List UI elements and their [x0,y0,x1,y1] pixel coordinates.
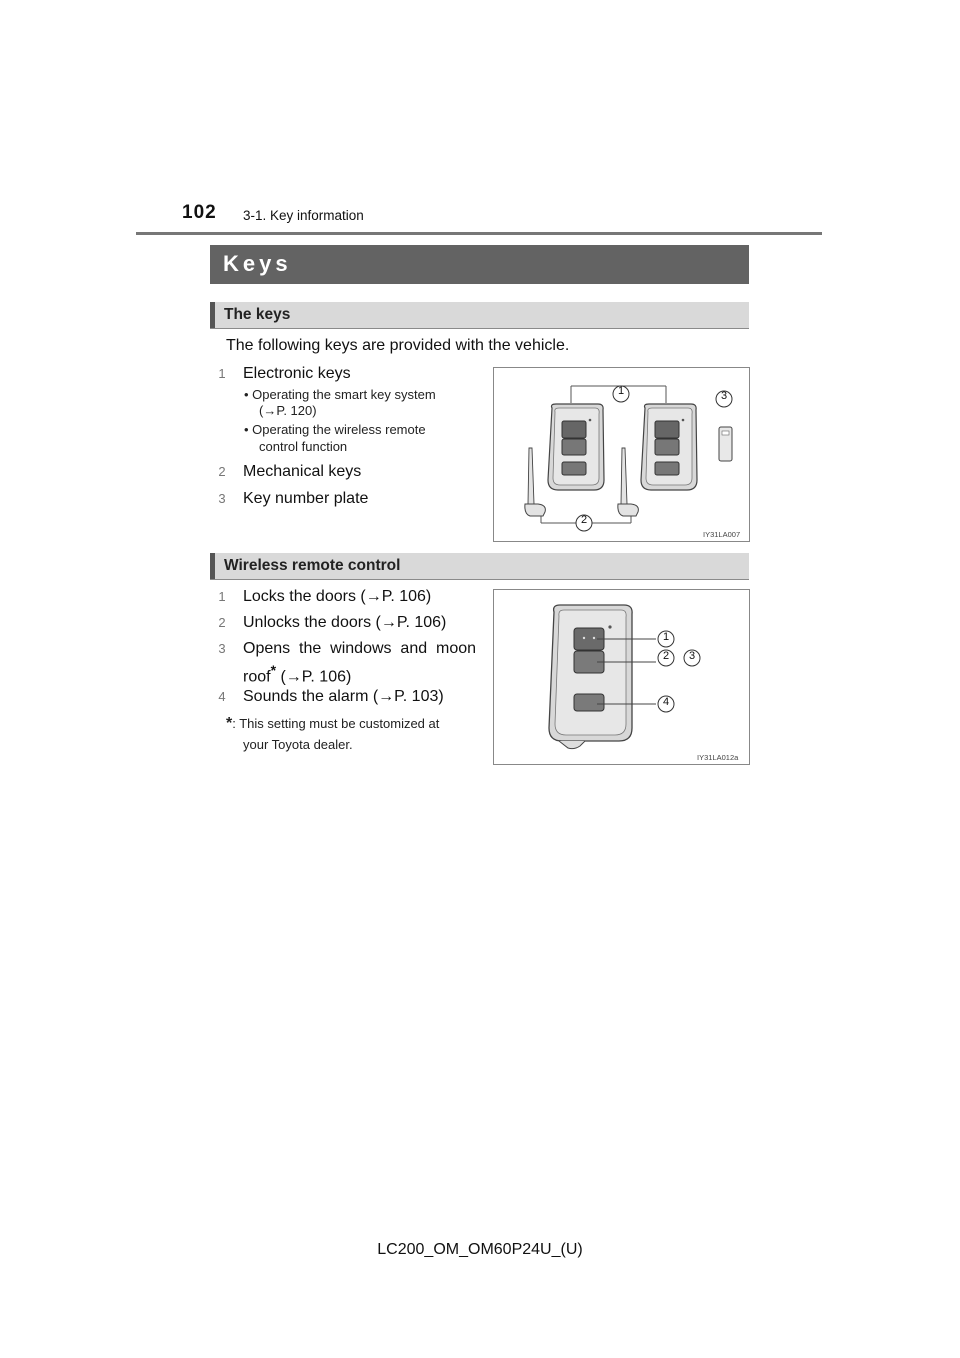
callout-2: 2 [662,650,670,662]
item-number: 1 [218,366,226,381]
section-heading-label: Wireless remote control [224,557,401,574]
page-title-bar [210,245,749,284]
item-label-electronic-keys: Electronic keys [243,365,351,382]
figure-code: IY31LA007 [703,530,741,539]
item-label-lock: Locks the doors (→P. 106) [243,588,432,605]
item-number: 2 [218,464,226,479]
callout-1: 1 [662,631,670,643]
section-heading-wireless-remote [210,553,749,580]
page-number: 102 [182,202,217,223]
item-label-alarm: Sounds the alarm (→P. 103) [243,688,444,705]
figure-code: IY31LA012a [697,753,739,762]
section-heading-the-keys [210,302,749,329]
keys-illustration [493,367,750,542]
page-title: Keys [223,251,292,276]
bullet-line: • Operating the smart key system [244,387,436,402]
item-label-windows-cont: roof* (→P. 106) [243,662,352,686]
callout-1: 1 [617,385,625,397]
section-reference: 3-1. Key information [243,208,364,223]
item-label-key-number-plate: Key number plate [243,490,369,507]
bullet-line: • Operating the wireless remote [244,422,426,437]
callout-2: 2 [580,514,588,526]
remote-illustration [493,589,750,765]
item-number: 4 [218,689,226,704]
bullet-line: control function [259,439,348,454]
item-number: 3 [218,641,226,656]
item-number: 2 [218,615,226,630]
callout-4: 4 [662,696,670,708]
remote-illustration-drawing [494,590,749,764]
item-label-mechanical-keys: Mechanical keys [243,463,362,480]
footnote-line: your Toyota dealer. [243,737,353,752]
footer-doc-code: LC200_OM_OM60P24U_(U) [377,1241,583,1258]
item-label-unlock: Unlocks the doors (→P. 106) [243,614,447,631]
intro-text: The following keys are provided with the vehicle. [226,337,570,354]
callout-3: 3 [688,650,696,662]
item-number: 3 [218,491,226,506]
footnote-line: *: This setting must be customized at [226,715,440,732]
callout-3: 3 [720,390,728,402]
bullet-line: (→P. 120) [259,403,317,418]
item-number: 1 [218,589,226,604]
header-rule [136,232,822,235]
item-label-windows: Opens the windows and moon [243,640,477,657]
section-heading-label: The keys [224,306,291,323]
